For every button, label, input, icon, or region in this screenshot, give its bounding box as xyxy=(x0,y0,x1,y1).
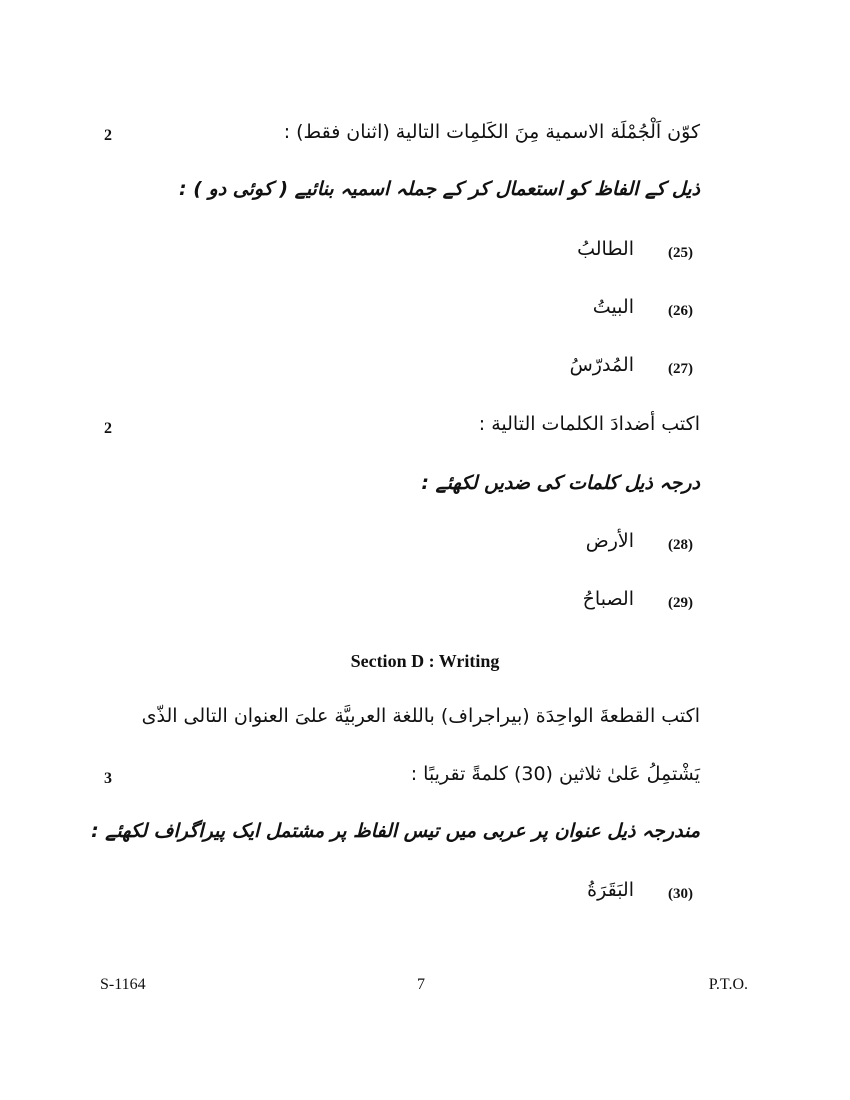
q3-urdu-instruction: مندرجہ ذیل عنوان پر عربی میں تیس الفاظ پر مشتمل ایک پیراگراف لکھئے : xyxy=(91,820,700,842)
page-number: 7 xyxy=(417,976,425,993)
exam-code: S-1164 xyxy=(100,976,146,993)
item-word: الأرض xyxy=(585,530,634,552)
pto-label: P.T.O. xyxy=(708,976,748,993)
item-word: المُدرّسُ xyxy=(569,354,634,376)
q3-arabic-instruction-line2: يَشْتمِلُ عَلىٰ ثلاثين (30) كلمةً تقريبًا : xyxy=(410,763,700,785)
q2-urdu-instruction: درجہ ذیل کلمات کی ضدیں لکھئے : xyxy=(421,472,700,494)
q3-arabic-instruction-line1: اكتب القطعةَ الواحِدَة (بيراجراف) باللغة العربيَّة علىَ العنوان التالى الذّى xyxy=(141,705,700,727)
q1-urdu-instruction: ذیل کے الفاظ کو استعمال کر کے جملہ اسمیہ بنائیے ( کوئی دو ) : xyxy=(179,178,700,200)
item-word: البَقَرَةُ xyxy=(587,879,634,901)
item-word: البيتُ xyxy=(592,296,634,318)
item-number: (29) xyxy=(668,595,693,611)
item-number: (27) xyxy=(668,361,693,377)
marks-q1: 2 xyxy=(104,127,112,144)
q2-arabic-instruction: اكتب أضدادَ الكلمات التالية : xyxy=(478,413,700,435)
item-number: (26) xyxy=(668,303,693,319)
item-number: (25) xyxy=(668,245,693,261)
section-heading: Section D : Writing xyxy=(350,651,500,671)
item-word: الصباحُ xyxy=(582,588,634,610)
marks-q3: 3 xyxy=(104,770,112,787)
item-word: الطالبُ xyxy=(577,238,634,260)
q1-arabic-instruction: كوّن اَلْجُمْلَة الاسمية مِنَ الكَلمِات التالية (اثنان فقط) : xyxy=(283,121,700,143)
item-number: (30) xyxy=(668,886,693,902)
item-number: (28) xyxy=(668,537,693,553)
marks-q2: 2 xyxy=(104,420,112,437)
